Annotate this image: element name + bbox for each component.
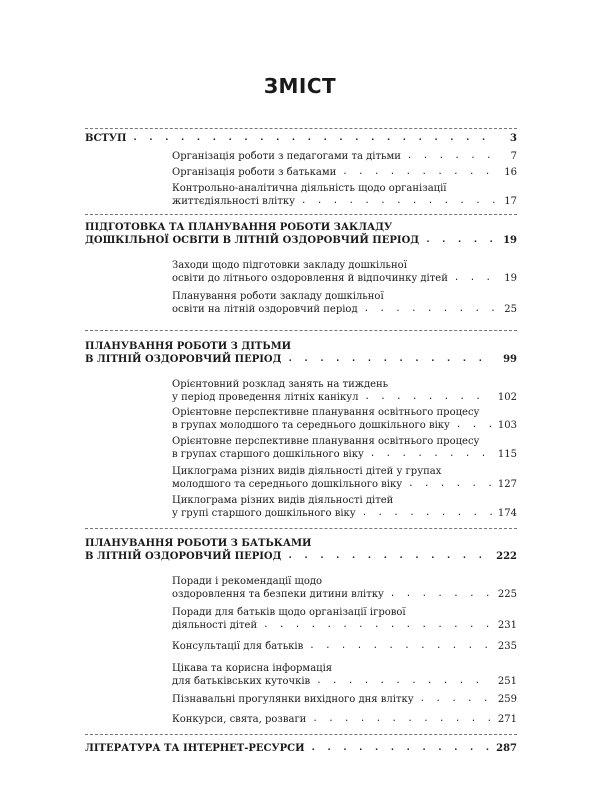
entry-title-line: Поради для батьків щодо організації ігрової xyxy=(172,607,406,618)
page-number: 99 xyxy=(503,354,517,365)
page-number: 222 xyxy=(496,551,517,562)
toc-entry-intro[interactable] xyxy=(85,132,517,145)
dot-leader xyxy=(301,195,495,208)
dot-leader xyxy=(288,550,491,563)
toc-subentry[interactable] xyxy=(172,182,517,208)
section-title-line: ПЛАНУВАННЯ РОБОТИ З БАТЬКАМИ xyxy=(85,538,312,549)
dot-leader xyxy=(309,640,492,653)
toc-subentry[interactable] xyxy=(172,435,517,461)
dot-leader xyxy=(408,478,492,491)
toc-section-1[interactable] xyxy=(85,221,517,247)
section-title-line: В ЛІТНІЙ ОЗДОРОВЧИЙ ПЕРІОД xyxy=(85,551,282,562)
dot-leader xyxy=(362,507,492,520)
page-number: 17 xyxy=(504,196,517,207)
entry-title-line: Орієнтовний розклад занять на тиждень xyxy=(172,379,389,390)
dot-leader xyxy=(407,150,495,163)
dot-leader xyxy=(454,272,495,285)
page-number: 127 xyxy=(497,479,517,490)
dot-leader xyxy=(364,391,491,404)
divider xyxy=(85,128,517,129)
dot-leader xyxy=(456,419,492,432)
page-number: 287 xyxy=(496,743,517,754)
page-number: 115 xyxy=(497,449,517,460)
page-number: 225 xyxy=(497,589,517,600)
dot-leader xyxy=(263,619,492,632)
page-number: 19 xyxy=(504,273,517,284)
entry-title-line: Орієнтовне перспективне планування освітнього процесу xyxy=(172,407,480,418)
entry-title-line: в групах старшого дошкільного віку xyxy=(172,449,364,460)
toc-entry-literature[interactable] xyxy=(85,742,517,755)
dot-leader xyxy=(390,588,492,601)
entry-title-line: для батьківських куточків xyxy=(172,676,311,687)
dot-leader xyxy=(370,448,492,461)
entry-title: Консультації для батьків xyxy=(172,641,304,652)
section-title-line: ДОШКІЛЬНОЇ ОСВІТИ В ЛІТНІЙ ОЗДОРОВЧИЙ ПЕРІОД xyxy=(85,235,420,246)
dot-leader xyxy=(311,742,491,755)
divider xyxy=(85,528,517,529)
divider xyxy=(85,330,517,331)
entry-title-line: Контрольно-аналітична діяльність щодо організації xyxy=(172,183,447,194)
page-title: ЗМІСТ xyxy=(263,74,337,98)
entry-title-line: у групі старшого дошкільного віку xyxy=(172,508,356,519)
entry-title-line: в групах молодшого та середнього дошкільного віку xyxy=(172,420,450,431)
toc-section-3[interactable] xyxy=(85,537,517,563)
entry-title-line: освіти на літній оздоровчий період xyxy=(172,304,358,315)
entry-title-line: Поради і рекомендації щодо xyxy=(172,576,323,587)
entry-title: Пізнавальні прогулянки вихідного дня влітку xyxy=(172,694,414,705)
dot-leader xyxy=(316,675,492,688)
toc-subentry[interactable] xyxy=(172,606,517,632)
entry-title-line: молодшого та середнього дошкільного віку xyxy=(172,479,403,490)
toc-subentry[interactable] xyxy=(172,693,517,706)
page-number: 231 xyxy=(497,620,517,631)
page-number: 259 xyxy=(497,694,517,705)
divider xyxy=(85,734,517,735)
dot-leader xyxy=(420,693,492,706)
page-number: 19 xyxy=(503,235,517,246)
toc-subentry[interactable] xyxy=(172,640,517,653)
entry-title-line: освіти до літнього оздоровлення й відпочинку дітей xyxy=(172,273,448,284)
toc-subentry[interactable] xyxy=(172,662,517,688)
section-title-line: ПЛАНУВАННЯ РОБОТИ З ДІТЬМИ xyxy=(85,341,292,352)
entry-title-line: Орієнтовне перспективне планування освітнього процесу xyxy=(172,436,480,447)
entry-title-line: Циклограма різних видів діяльності дітей xyxy=(172,495,394,506)
toc-subentry[interactable] xyxy=(172,575,517,601)
dot-leader xyxy=(364,303,495,316)
section-title-line: ПІДГОТОВКА ТА ПЛАНУВАННЯ РОБОТИ ЗАКЛАДУ xyxy=(85,222,393,233)
entry-title-line: Заходи щодо підготовки закладу дошкільної xyxy=(172,260,407,271)
page-number: 174 xyxy=(497,508,517,519)
toc-subentry[interactable] xyxy=(172,166,517,179)
entry-title-line: Цікава та корисна інформація xyxy=(172,663,333,674)
dot-leader xyxy=(132,132,495,145)
page-number: 235 xyxy=(497,641,517,652)
page-number: 251 xyxy=(497,676,517,687)
page-number: 271 xyxy=(497,714,517,725)
entry-title-line: у період проведення літніх канікул xyxy=(172,392,359,403)
page-number: 25 xyxy=(504,304,517,315)
toc-subentry[interactable] xyxy=(172,290,517,316)
page-number: 16 xyxy=(504,167,517,178)
dot-leader xyxy=(425,234,495,247)
divider xyxy=(85,214,517,215)
entry-title: Організація роботи з батьками xyxy=(172,167,337,178)
toc-section-2[interactable] xyxy=(85,340,517,366)
toc-subentry[interactable] xyxy=(172,378,517,404)
entry-title: Конкурси, свята, розваги xyxy=(172,714,307,725)
toc-subentry[interactable] xyxy=(172,494,517,520)
toc-subentry[interactable] xyxy=(172,713,517,726)
dot-leader xyxy=(342,166,495,179)
entry-title-line: оздоровлення та безпеки дитини влітку xyxy=(172,589,384,600)
toc-subentry[interactable] xyxy=(172,259,517,285)
dot-leader xyxy=(312,713,492,726)
page-number: 102 xyxy=(497,392,517,403)
page-number: 103 xyxy=(497,420,517,431)
entry-title-line: Циклограма різних видів діяльності дітей у групах xyxy=(172,466,442,477)
entry-title: Організація роботи з педагогами та дітьми xyxy=(172,151,401,162)
page-number: 7 xyxy=(510,151,517,162)
dot-leader xyxy=(288,353,495,366)
section-title-line: В ЛІТНІЙ ОЗДОРОВЧИЙ ПЕРІОД xyxy=(85,354,282,365)
page-number: 3 xyxy=(510,133,517,144)
toc-subentry[interactable] xyxy=(172,465,517,491)
entry-title-line: діяльності дітей xyxy=(172,620,258,631)
entry-title: ЛІТЕРАТУРА ТА ІНТЕРНЕТ-РЕСУРСИ xyxy=(85,743,305,754)
entry-title-line: життєдіяльності влітку xyxy=(172,196,296,207)
entry-title: ВСТУП xyxy=(85,133,127,144)
toc-subentry[interactable] xyxy=(172,150,517,163)
toc-subentry[interactable] xyxy=(172,406,517,432)
entry-title-line: Планування роботи закладу дошкільної xyxy=(172,291,384,302)
